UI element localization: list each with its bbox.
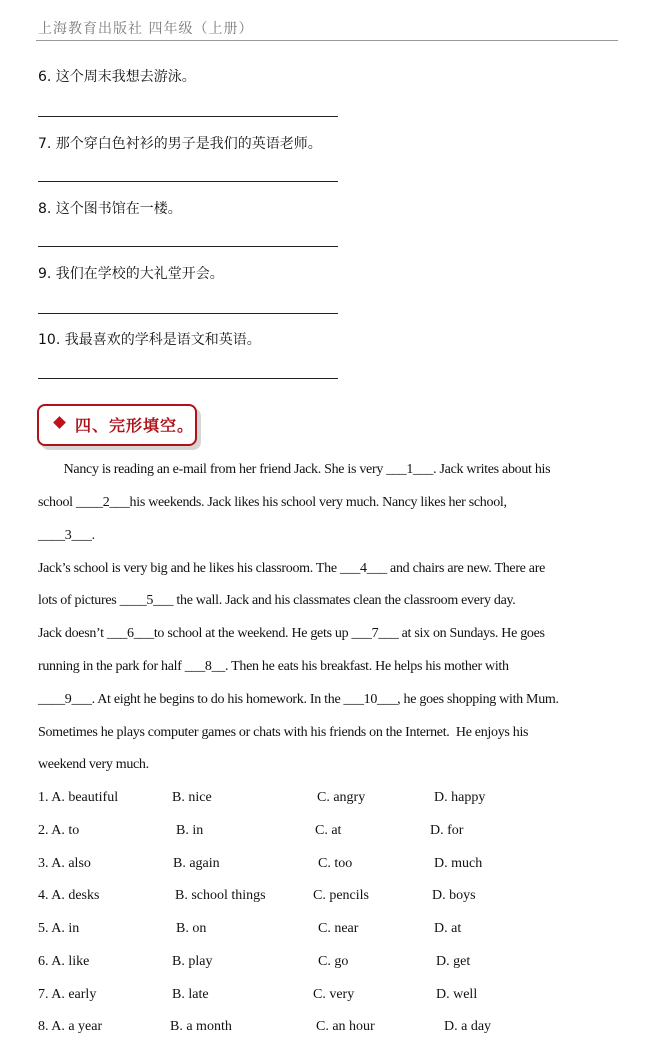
passage-line: Sometimes he plays computer games or chats with his friends on the Internet. He enjoys his xyxy=(38,725,529,740)
passage-line: ____3___. xyxy=(38,528,95,543)
option-d[interactable]: D. at xyxy=(434,921,462,936)
question-10: 10. 我最喜欢的学科是语文和英语。 xyxy=(38,332,261,348)
diamond-icon xyxy=(53,416,66,429)
option-d[interactable]: D. get xyxy=(436,954,471,969)
passage-line: running in the park for half ___8__. Then he eats his breakfast. He helps his mother with xyxy=(38,659,509,674)
option-a[interactable]: 3. A. also xyxy=(38,856,91,871)
option-b[interactable]: B. late xyxy=(172,987,209,1002)
option-b[interactable]: B. nice xyxy=(172,790,212,805)
question-8: 8. 这个图书馆在一楼。 xyxy=(38,201,182,217)
option-c[interactable]: C. pencils xyxy=(313,888,369,903)
option-d[interactable]: D. well xyxy=(436,987,478,1002)
option-a[interactable]: 7. A. early xyxy=(38,987,97,1002)
option-b[interactable]: B. in xyxy=(176,823,204,838)
option-c[interactable]: C. very xyxy=(313,987,355,1002)
passage-line: school ____2___his weekends. Jack likes his school very much. Nancy likes her school, xyxy=(38,495,507,510)
section-title: 四、完形填空。 xyxy=(75,416,195,435)
answer-line-9[interactable] xyxy=(38,313,338,314)
option-d[interactable]: D. a day xyxy=(444,1019,492,1034)
question-7: 7. 那个穿白色衬衫的男子是我们的英语老师。 xyxy=(38,136,322,152)
option-c[interactable]: C. near xyxy=(318,921,359,936)
question-9: 9. 我们在学校的大礼堂开会。 xyxy=(38,266,224,282)
passage-line: weekend very much. xyxy=(38,757,149,772)
option-d[interactable]: D. for xyxy=(430,823,464,838)
option-b[interactable]: B. a month xyxy=(170,1019,232,1034)
option-c[interactable]: C. an hour xyxy=(316,1019,375,1034)
option-c[interactable]: C. too xyxy=(318,856,353,871)
option-b[interactable]: B. play xyxy=(172,954,213,969)
option-d[interactable]: D. happy xyxy=(434,790,486,805)
section-heading xyxy=(37,404,197,446)
option-a[interactable]: 6. A. like xyxy=(38,954,90,969)
option-b[interactable]: B. school things xyxy=(175,888,266,903)
answer-line-6[interactable] xyxy=(38,116,338,117)
passage-line: Jack doesn’t ___6___to school at the weekend. He gets up ___7___ at six on Sundays. He goes xyxy=(38,626,545,641)
passage-line: lots of pictures ____5___ the wall. Jack and his classmates clean the classroom every day. xyxy=(38,593,516,608)
answer-line-8[interactable] xyxy=(38,246,338,247)
option-a[interactable]: 5. A. in xyxy=(38,921,80,936)
option-b[interactable]: B. on xyxy=(176,921,207,936)
option-a[interactable]: 8. A. a year xyxy=(38,1019,103,1034)
option-c[interactable]: C. go xyxy=(318,954,349,969)
option-c[interactable]: C. angry xyxy=(317,790,366,805)
question-6: 6. 这个周末我想去游泳。 xyxy=(38,69,196,85)
option-b[interactable]: B. again xyxy=(173,856,220,871)
passage-line: Jack’s school is very big and he likes his classroom. The ___4___ and chairs are new. There are xyxy=(38,561,545,576)
option-a[interactable]: 1. A. beautiful xyxy=(38,790,119,805)
option-c[interactable]: C. at xyxy=(315,823,342,838)
header-divider xyxy=(36,40,618,41)
passage-line: Nancy is reading an e-mail from her friend Jack. She is very ___1___. Jack writes about his xyxy=(38,462,551,477)
page-header: 上海教育出版社 四年级（上册） xyxy=(38,21,254,37)
option-d[interactable]: D. much xyxy=(434,856,483,871)
passage-line: ____9___. At eight he begins to do his homework. In the ___10___, he goes shopping with Mum. xyxy=(38,692,559,707)
answer-line-10[interactable] xyxy=(38,378,338,379)
option-d[interactable]: D. boys xyxy=(432,888,476,903)
answer-line-7[interactable] xyxy=(38,181,338,182)
option-a[interactable]: 2. A. to xyxy=(38,823,80,838)
option-a[interactable]: 4. A. desks xyxy=(38,888,100,903)
